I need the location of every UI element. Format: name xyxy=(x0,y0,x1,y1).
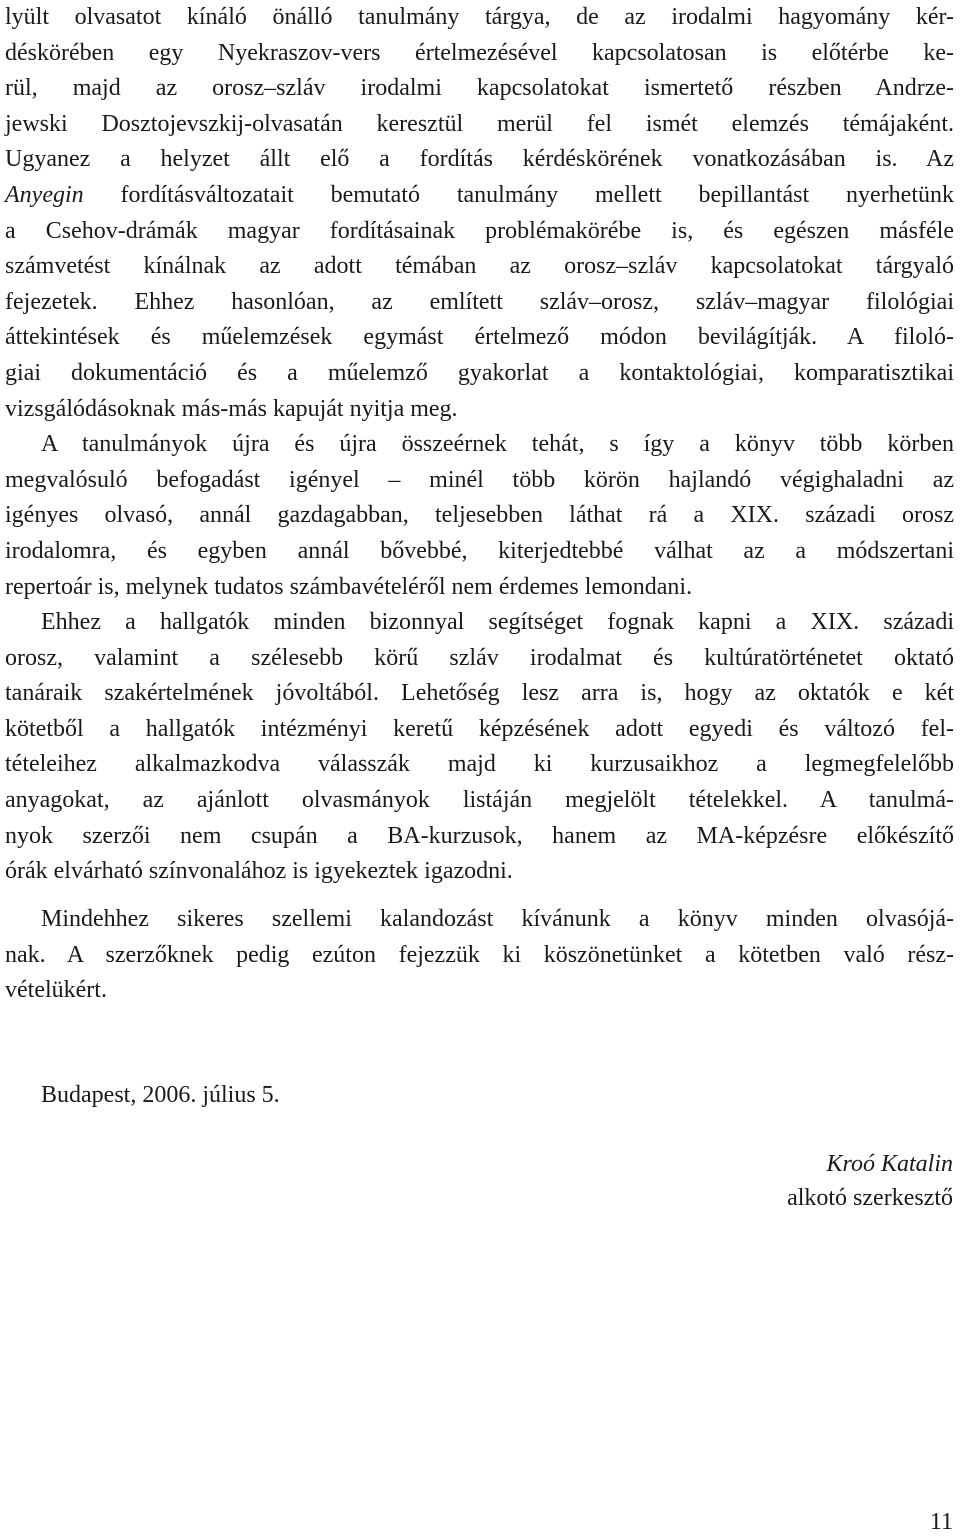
text-line: A tanulmányok újra és újra összeérnek tehát, s így a könyv több körben xyxy=(41,431,954,458)
text-line: órák elvárható színvonalához is igyekeztek igazodni. xyxy=(5,858,513,885)
text-line: a Csehov-drámák magyar fordításainak problémakörébe is, és egészen másféle xyxy=(5,217,954,244)
main-text xyxy=(5,0,954,890)
text-line: kötetből a hallgatók intézményi keretű képzésének adott egyedi és változó fel- xyxy=(5,715,954,742)
paragraph xyxy=(5,902,954,1009)
text-line: megvalósuló befogadást igényel – minél több körön hajlandó végighaladni az xyxy=(5,466,954,493)
paragraph xyxy=(5,605,954,890)
text-line: vételükért. xyxy=(5,977,107,1004)
text-line xyxy=(5,178,954,214)
text-line: nak. A szerzőknek pedig ezúton fejezzük ki köszönetünket a kötetben való rész- xyxy=(5,941,954,968)
text-line: repertoár is, melynek tudatos számbavételéről nem érdemes lemondani. xyxy=(5,573,693,600)
text-line: nyok szerzői nem csupán a BA-kurzusok, hanem az MA-képzésre előkészítő xyxy=(5,822,954,849)
text-line: igényes olvasó, annál gazdagabban, teljesebben láthat rá a XIX. századi orosz xyxy=(5,502,954,529)
text-line: vizsgálódásoknak más-más kapuját nyitja meg. xyxy=(5,395,458,422)
page-number: 11 xyxy=(929,1509,953,1535)
signature xyxy=(787,1147,953,1215)
paragraph xyxy=(5,427,954,605)
closing-text xyxy=(5,902,954,1009)
paragraph-continuation xyxy=(5,0,954,427)
text-line: giai dokumentáció és a műelemző gyakorlat a kontaktológiai, komparatisztikai xyxy=(5,359,954,386)
text-line: anyagokat, az ajánlott olvasmányok listáján megjelölt tételekkel. A tanulmá- xyxy=(5,787,954,814)
italic-title: Anyegin xyxy=(5,181,84,208)
text-line: számvetést kínálnak az adott témában az orosz–szláv kapcsolatokat tárgyaló xyxy=(5,253,954,280)
text-line: rül, majd az orosz–szláv irodalmi kapcsolatokat ismertető részben Andrze- xyxy=(5,75,954,102)
date-line: Budapest, 2006. július 5. xyxy=(41,1082,280,1108)
text-line: jewski Dosztojevszkij-olvasatán keresztül merül fel ismét elemzés témájaként. xyxy=(5,110,954,137)
text-line: Ehhez a hallgatók minden bizonnyal segítséget fognak kapni a XIX. századi xyxy=(41,609,954,636)
text-line: áttekintések és műelemzések egymást értelmező módon bevilágítják. A filoló- xyxy=(5,324,954,351)
author-name: Kroó Katalin xyxy=(826,1151,953,1177)
text-line: lyült olvasatot kínáló önálló tanulmány tárgya, de az irodalmi hagyomány kér- xyxy=(5,4,954,30)
author-role: alkotó szerkesztő xyxy=(787,1185,953,1211)
text-line: irodalomra, és egyben annál bővebbé, kiterjedtebbé válhat az a módszertani xyxy=(5,537,954,564)
text-line: tételeihez alkalmazkodva válasszák majd ki kurzusaikhoz a legmegfelelőbb xyxy=(5,751,954,778)
text-line: orosz, valamint a szélesebb körű szláv irodalmat és kultúratörténetet oktató xyxy=(5,644,954,671)
text-line: Mindehhez sikeres szellemi kalandozást kívánunk a könyv minden olvasójá- xyxy=(41,906,954,932)
text-line: déskörében egy Nyekraszov-vers értelmezésével kapcsolatosan is előtérbe ke- xyxy=(5,39,954,66)
text-line: tanáraik szakértelmének jóvoltából. Lehetőség lesz arra is, hogy az oktatók e két xyxy=(5,680,954,707)
text-line-rest: fordításváltozatait bemutató tanulmány mellett bepillantást nyerhetünk xyxy=(83,181,954,208)
text-line: fejezetek. Ehhez hasonlóan, az említett szláv–orosz, szláv–magyar filológiai xyxy=(5,288,954,315)
text-line: Ugyanez a helyzet állt elő a fordítás kérdéskörének vonatkozásában is. Az xyxy=(5,146,954,173)
